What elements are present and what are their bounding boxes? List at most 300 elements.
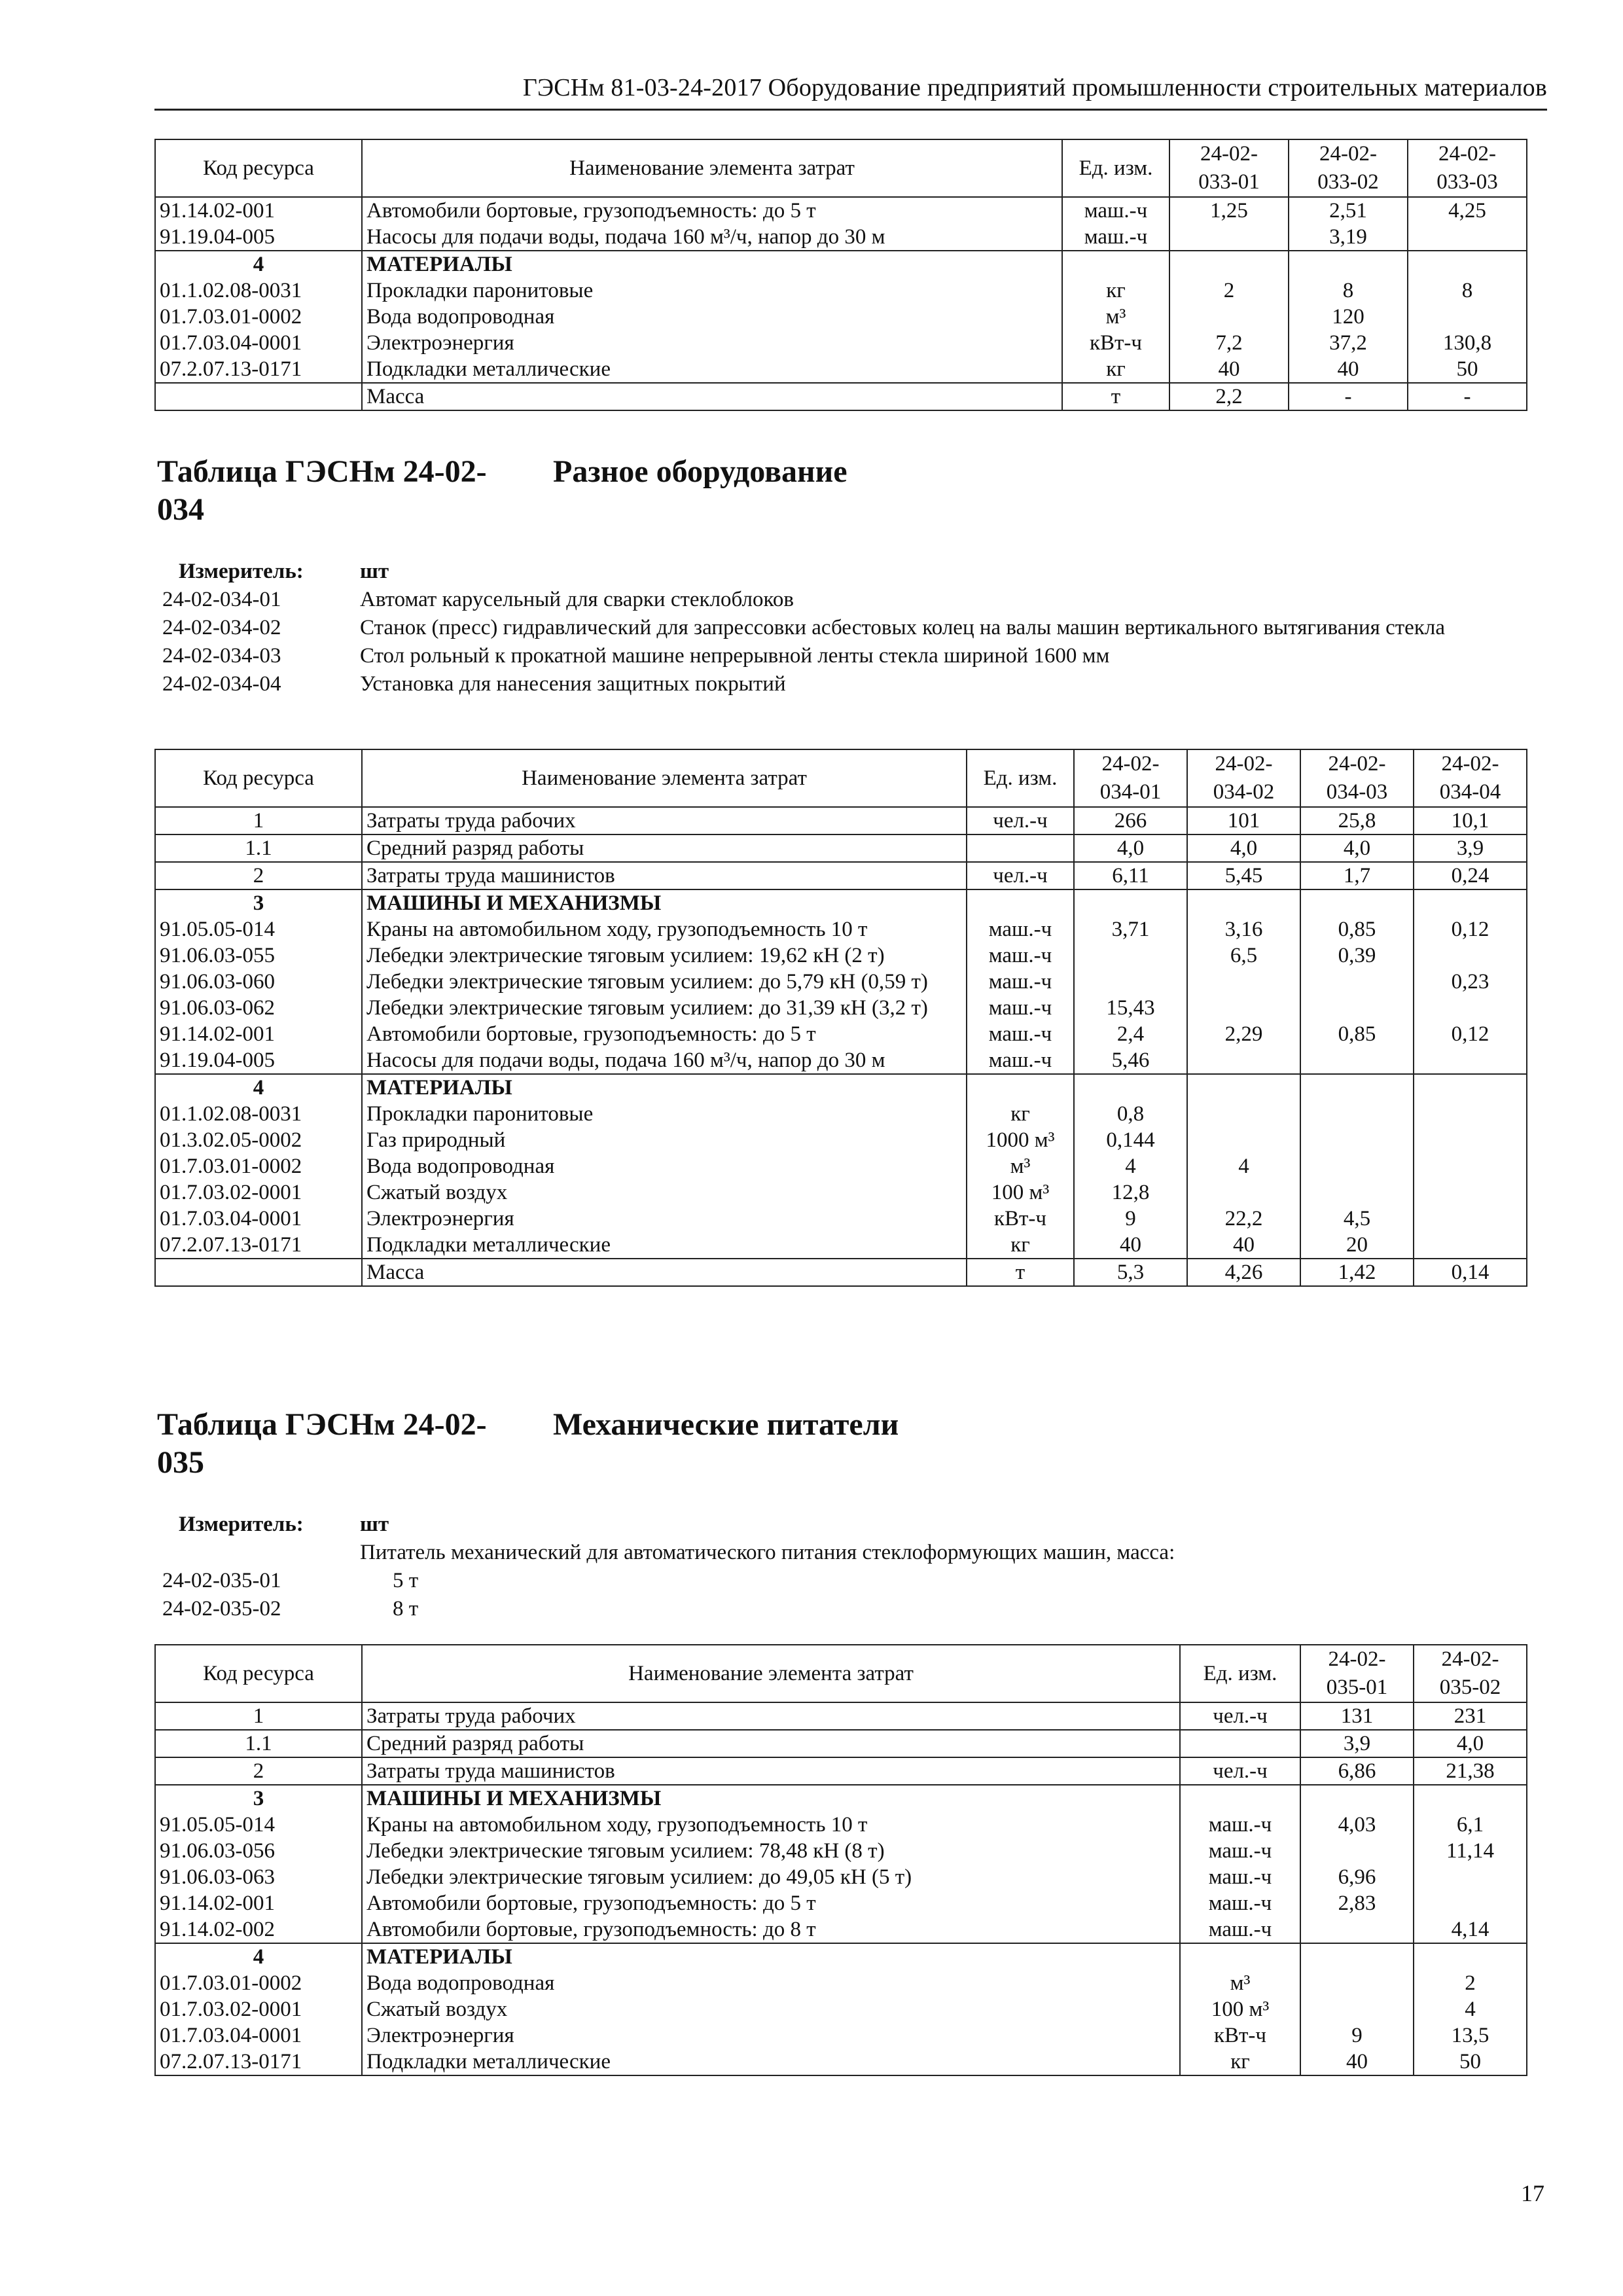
table-row <box>155 862 1527 889</box>
unit-cell <box>1180 1943 1300 1970</box>
table-row <box>155 1996 1527 2022</box>
cost-element-name-cell: Масса <box>362 383 1062 410</box>
column-header-code: Код ресурса <box>155 139 362 197</box>
norm-value-cell <box>1074 889 1187 916</box>
unit-cell: кг <box>1062 278 1169 304</box>
norm-value-cell <box>1414 1047 1527 1074</box>
meter-unit: шт <box>360 560 389 583</box>
table-row <box>155 889 1527 916</box>
cost-element-name-cell: Электроэнергия <box>362 330 1062 356</box>
norm-value-cell: 2,83 <box>1300 1890 1414 1916</box>
resource-code-cell <box>155 383 362 410</box>
norm-value-cell: 4,14 <box>1414 1916 1527 1943</box>
norm-value-cell: 4,0 <box>1187 834 1300 862</box>
table-row <box>155 1127 1527 1153</box>
unit-cell <box>1180 1785 1300 1812</box>
norm-value-cell: 2 <box>1169 278 1289 304</box>
column-header-norm: 24-02- 033-01 <box>1169 139 1289 197</box>
norm-value-cell: 4,03 <box>1300 1812 1414 1838</box>
norm-value-cell: 15,43 <box>1074 995 1187 1021</box>
norm-value-cell: 2,51 <box>1289 197 1408 224</box>
table-row <box>155 1864 1527 1890</box>
norm-value-cell: 4,0 <box>1414 1730 1527 1757</box>
cost-element-name-cell: Насосы для подачи воды, подача 160 м³/ч, напор до 30 м <box>362 1047 967 1074</box>
norm-value-cell: 37,2 <box>1289 330 1408 356</box>
norm-item <box>162 642 1623 670</box>
norm-value-cell <box>1414 1127 1527 1153</box>
table-header-row <box>155 1645 1527 1702</box>
cost-element-name-cell: Сжатый воздух <box>362 1996 1180 2022</box>
column-header-norm: 24-02- 033-02 <box>1289 139 1408 197</box>
table-row <box>155 942 1527 969</box>
resource-code-cell: 01.7.03.04-0001 <box>155 330 362 356</box>
table-row <box>155 224 1527 251</box>
cost-element-name-cell: Лебедки электрические тяговым усилием: 19,62 кН (2 т) <box>362 942 967 969</box>
cost-table-033-continued <box>154 139 1527 411</box>
resource-code-cell: 01.3.02.05-0002 <box>155 1127 362 1153</box>
norm-value-cell <box>1300 1101 1414 1127</box>
resource-code-cell: 01.7.03.02-0001 <box>155 1996 362 2022</box>
resource-code-cell: 01.7.03.01-0002 <box>155 1970 362 1996</box>
norm-value-cell: 0,12 <box>1414 1021 1527 1047</box>
resource-code-cell: 91.06.03-062 <box>155 995 362 1021</box>
norm-value-cell <box>1414 889 1527 916</box>
norm-description: Автомат карусельный для сварки стеклоблоков <box>360 588 794 611</box>
resource-code-cell: 3 <box>155 889 362 916</box>
table-row <box>155 1101 1527 1127</box>
norm-value-cell: 6,1 <box>1414 1812 1527 1838</box>
norm-value-cell: 4,25 <box>1408 197 1527 224</box>
resource-code-cell: 01.1.02.08-0031 <box>155 278 362 304</box>
table-row <box>155 1730 1527 1757</box>
cost-element-name-cell: МАШИНЫ И МЕХАНИЗМЫ <box>362 1785 1180 1812</box>
norm-value-cell: 40 <box>1169 356 1289 383</box>
cost-element-name-cell: Сжатый воздух <box>362 1179 967 1206</box>
table-row <box>155 834 1527 862</box>
unit-cell <box>967 834 1074 862</box>
norm-value-cell: 40 <box>1074 1232 1187 1259</box>
norm-value-cell: 101 <box>1187 807 1300 834</box>
resource-code-cell: 01.1.02.08-0031 <box>155 1101 362 1127</box>
resource-code-cell: 4 <box>155 1074 362 1101</box>
cost-element-name-cell: МАТЕРИАЛЫ <box>362 1943 1180 1970</box>
cost-element-name-cell: Электроэнергия <box>362 1206 967 1232</box>
cost-element-name-cell: Средний разряд работы <box>362 834 967 862</box>
norm-value-cell: 4 <box>1414 1996 1527 2022</box>
unit-cell: маш.-ч <box>967 916 1074 942</box>
norm-value-cell <box>1408 224 1527 251</box>
cost-element-name-cell: Лебедки электрические тяговым усилием: до 31,39 кН (3,2 т) <box>362 995 967 1021</box>
norm-value-cell: 6,86 <box>1300 1757 1414 1785</box>
column-header-norm: 24-02- 034-02 <box>1187 749 1300 807</box>
norm-value-cell: 9 <box>1074 1206 1187 1232</box>
norm-value-cell <box>1169 304 1289 330</box>
norm-value-cell <box>1169 224 1289 251</box>
unit-cell: маш.-ч <box>1062 224 1169 251</box>
cost-element-name-cell: Краны на автомобильном ходу, грузоподъемность 10 т <box>362 916 967 942</box>
norm-value-cell: 1,25 <box>1169 197 1289 224</box>
table-row <box>155 356 1527 383</box>
table-row <box>155 1206 1527 1232</box>
table-row <box>155 1757 1527 1785</box>
norm-value-cell <box>1169 251 1289 278</box>
norm-value-cell: 5,45 <box>1187 862 1300 889</box>
column-header-unit: Ед. изм. <box>1180 1645 1300 1702</box>
resource-code-cell: 1.1 <box>155 1730 362 1757</box>
norm-value-cell: 50 <box>1414 2049 1527 2075</box>
column-header-code: Код ресурса <box>155 749 362 807</box>
column-header-name: Наименование элемента затрат <box>362 1645 1180 1702</box>
cost-element-name-cell: Вода водопроводная <box>362 1153 967 1179</box>
table-row <box>155 1074 1527 1101</box>
norm-value-cell: 6,5 <box>1187 942 1300 969</box>
column-header-name: Наименование элемента затрат <box>362 139 1062 197</box>
norm-value-cell: 2 <box>1414 1970 1527 1996</box>
cost-table-035 <box>154 1644 1527 2076</box>
norm-value-cell <box>1414 1153 1527 1179</box>
resource-code-cell: 01.7.03.01-0002 <box>155 304 362 330</box>
running-header-title: ГЭСНм 81-03-24-2017 Оборудование предприятий промышленности строительных материалов <box>522 74 1547 101</box>
table-row <box>155 197 1527 224</box>
column-header-code: Код ресурса <box>155 1645 362 1702</box>
norm-value-cell: 5,3 <box>1074 1259 1187 1286</box>
cost-element-name-cell: Автомобили бортовые, грузоподъемность: до 5 т <box>362 1890 1180 1916</box>
column-header-norm: 24-02- 033-03 <box>1408 139 1527 197</box>
cost-element-name-cell: Вода водопроводная <box>362 1970 1180 1996</box>
cost-element-name-cell: МАТЕРИАЛЫ <box>362 251 1062 278</box>
norm-value-cell: 20 <box>1300 1232 1414 1259</box>
norm-code: 24-02-034-02 <box>162 616 281 639</box>
table-title: Разное оборудование <box>553 454 847 489</box>
norm-value-cell: 13,5 <box>1414 2022 1527 2049</box>
table-header-row <box>155 749 1527 807</box>
table-row <box>155 1916 1527 1943</box>
norm-value-cell: 25,8 <box>1300 807 1414 834</box>
norm-value-cell <box>1414 1232 1527 1259</box>
resource-code-cell: 91.06.03-060 <box>155 969 362 995</box>
norm-value-cell: 40 <box>1289 356 1408 383</box>
norm-value-cell <box>1414 1206 1527 1232</box>
norm-value-cell <box>1414 1179 1527 1206</box>
norm-value-cell: 2,2 <box>1169 383 1289 410</box>
norm-description: Станок (пресс) гидравлический для запрессовки асбестовых колец на валы машин вертикального вытягивания стекла <box>360 616 1445 639</box>
table-row <box>155 1232 1527 1259</box>
table-row <box>155 995 1527 1021</box>
norm-value-cell <box>1300 1785 1414 1812</box>
unit-cell: маш.-ч <box>967 942 1074 969</box>
unit-cell: т <box>1062 383 1169 410</box>
table-row <box>155 1153 1527 1179</box>
resource-code-cell: 01.7.03.04-0001 <box>155 2022 362 2049</box>
norm-value-cell <box>1414 995 1527 1021</box>
norm-value-cell: 22,2 <box>1187 1206 1300 1232</box>
norm-value-cell <box>1300 1970 1414 1996</box>
norm-value-cell: 0,24 <box>1414 862 1527 889</box>
norm-value-cell <box>1187 889 1300 916</box>
norm-value-cell: 6,11 <box>1074 862 1187 889</box>
norm-value-cell <box>1300 1047 1414 1074</box>
norm-value-cell: 0,8 <box>1074 1101 1187 1127</box>
norm-value-cell: 4,0 <box>1074 834 1187 862</box>
resource-code-cell: 91.19.04-005 <box>155 1047 362 1074</box>
norm-description: 8 т <box>393 1597 419 1621</box>
norm-value-cell: 21,38 <box>1414 1757 1527 1785</box>
table-title: Механические питатели <box>553 1407 899 1442</box>
column-header-norm: 24-02- 034-04 <box>1414 749 1527 807</box>
cost-element-name-cell: Прокладки паронитовые <box>362 1101 967 1127</box>
resource-code-cell: 91.14.02-002 <box>155 1916 362 1943</box>
table-row <box>155 330 1527 356</box>
resource-code-cell: 07.2.07.13-0171 <box>155 2049 362 2075</box>
norm-value-cell <box>1414 1101 1527 1127</box>
norm-value-cell <box>1414 942 1527 969</box>
cost-element-name-cell: Затраты труда рабочих <box>362 807 967 834</box>
resource-code-cell: 91.19.04-005 <box>155 224 362 251</box>
table-row <box>155 1702 1527 1730</box>
norm-item <box>162 586 1623 614</box>
cost-element-name-cell: Подкладки металлические <box>362 2049 1180 2075</box>
unit-cell: маш.-ч <box>967 995 1074 1021</box>
norm-item <box>162 614 1623 642</box>
norm-value-cell: 10,1 <box>1414 807 1527 834</box>
resource-code-cell: 1.1 <box>155 834 362 862</box>
resource-code-cell: 91.14.02-001 <box>155 197 362 224</box>
cost-element-name-cell: Масса <box>362 1259 967 1286</box>
cost-element-name-cell: Краны на автомобильном ходу, грузоподъемность 10 т <box>362 1812 1180 1838</box>
column-header-norm: 24-02- 034-01 <box>1074 749 1187 807</box>
resource-code-cell: 4 <box>155 251 362 278</box>
table-row <box>155 1838 1527 1864</box>
norm-value-cell: - <box>1289 383 1408 410</box>
norm-value-cell: 130,8 <box>1408 330 1527 356</box>
norm-value-cell <box>1289 251 1408 278</box>
norm-value-cell: 4 <box>1187 1153 1300 1179</box>
norm-item <box>162 1595 1623 1623</box>
norm-value-cell <box>1300 1838 1414 1864</box>
norm-value-cell: 11,14 <box>1414 1838 1527 1864</box>
unit-cell: маш.-ч <box>1180 1812 1300 1838</box>
norm-value-cell: 131 <box>1300 1702 1414 1730</box>
unit-cell: 100 м³ <box>1180 1996 1300 2022</box>
column-header-unit: Ед. изм. <box>1062 139 1169 197</box>
norm-value-cell <box>1408 251 1527 278</box>
table-row <box>155 1785 1527 1812</box>
unit-cell: чел.-ч <box>967 807 1074 834</box>
table-row <box>155 278 1527 304</box>
unit-cell: маш.-ч <box>967 969 1074 995</box>
cost-element-name-cell: Автомобили бортовые, грузоподъемность: до 5 т <box>362 197 1062 224</box>
cost-element-name-cell: МАТЕРИАЛЫ <box>362 1074 967 1101</box>
norm-value-cell: 4,0 <box>1300 834 1414 862</box>
norm-code: 24-02-034-01 <box>162 588 281 611</box>
norm-value-cell <box>1187 995 1300 1021</box>
table-row <box>155 969 1527 995</box>
norm-value-cell <box>1187 1047 1300 1074</box>
norm-code: 24-02-035-01 <box>162 1569 281 1592</box>
unit-cell: маш.-ч <box>967 1021 1074 1047</box>
norm-value-cell <box>1074 942 1187 969</box>
norm-value-cell: 1,42 <box>1300 1259 1414 1286</box>
norm-value-cell <box>1074 1074 1187 1101</box>
column-header-norm: 24-02- 034-03 <box>1300 749 1414 807</box>
norm-value-cell: 4,5 <box>1300 1206 1414 1232</box>
unit-cell: маш.-ч <box>967 1047 1074 1074</box>
norm-item <box>162 1567 1623 1595</box>
cost-element-name-cell: Затраты труда машинистов <box>362 1757 1180 1785</box>
norm-value-cell: 0,12 <box>1414 916 1527 942</box>
unit-cell: м³ <box>1062 304 1169 330</box>
cost-element-name-cell: Подкладки металлические <box>362 1232 967 1259</box>
unit-cell: м³ <box>1180 1970 1300 1996</box>
table-row <box>155 304 1527 330</box>
table-number: Таблица ГЭСНм 24-02-034 <box>157 454 487 527</box>
unit-cell: м³ <box>967 1153 1074 1179</box>
meter-block-035 <box>162 1511 1623 1623</box>
norm-value-cell: 40 <box>1300 2049 1414 2075</box>
norm-value-cell: 231 <box>1414 1702 1527 1730</box>
norm-description: Стол рольный к прокатной машине непрерывной ленты стекла шириной 1600 мм <box>360 644 1110 668</box>
cost-element-name-cell: Лебедки электрические тяговым усилием: до 5,79 кН (0,59 т) <box>362 969 967 995</box>
resource-code-cell: 91.05.05-014 <box>155 1812 362 1838</box>
norm-value-cell <box>1300 1943 1414 1970</box>
unit-cell <box>967 1074 1074 1101</box>
table-row <box>155 807 1527 834</box>
norm-value-cell <box>1074 969 1187 995</box>
norm-value-cell <box>1414 1864 1527 1890</box>
cost-element-name-cell: МАШИНЫ И МЕХАНИЗМЫ <box>362 889 967 916</box>
unit-cell: маш.-ч <box>1180 1838 1300 1864</box>
norm-value-cell <box>1300 1996 1414 2022</box>
resource-code-cell: 91.06.03-056 <box>155 1838 362 1864</box>
norm-value-cell: 2,4 <box>1074 1021 1187 1047</box>
resource-code-cell: 3 <box>155 1785 362 1812</box>
unit-cell: 1000 м³ <box>967 1127 1074 1153</box>
table-row <box>155 1890 1527 1916</box>
unit-cell <box>967 889 1074 916</box>
unit-cell: чел.-ч <box>1180 1757 1300 1785</box>
meter-label: Измеритель: <box>179 1513 304 1536</box>
cost-element-name-cell: Автомобили бортовые, грузоподъемность: до 8 т <box>362 1916 1180 1943</box>
norm-value-cell: 4,26 <box>1187 1259 1300 1286</box>
norm-value-cell <box>1187 1074 1300 1101</box>
norm-value-cell: 0,23 <box>1414 969 1527 995</box>
unit-cell: кг <box>967 1101 1074 1127</box>
unit-cell: маш.-ч <box>1062 197 1169 224</box>
norm-value-cell <box>1408 304 1527 330</box>
unit-cell: кВт-ч <box>1062 330 1169 356</box>
cost-element-name-cell: Затраты труда рабочих <box>362 1702 1180 1730</box>
norm-value-cell <box>1187 1127 1300 1153</box>
norm-value-cell <box>1187 969 1300 995</box>
table-row <box>155 2049 1527 2075</box>
cost-element-name-cell: Прокладки паронитовые <box>362 278 1062 304</box>
header-rule <box>154 109 1547 111</box>
norm-code: 24-02-034-03 <box>162 644 281 668</box>
norm-value-cell: 3,71 <box>1074 916 1187 942</box>
norm-value-cell <box>1300 1127 1414 1153</box>
norm-intro <box>162 1539 1623 1567</box>
resource-code-cell: 1 <box>155 807 362 834</box>
norm-value-cell <box>1414 1074 1527 1101</box>
unit-cell: кг <box>1062 356 1169 383</box>
unit-cell: кВт-ч <box>1180 2022 1300 2049</box>
unit-cell: чел.-ч <box>967 862 1074 889</box>
norm-value-cell: 0,14 <box>1414 1259 1527 1286</box>
norm-value-cell <box>1300 1916 1414 1943</box>
unit-cell: маш.-ч <box>1180 1890 1300 1916</box>
meter-row <box>162 1511 1623 1539</box>
norm-value-cell: 120 <box>1289 304 1408 330</box>
cost-element-name-cell: Средний разряд работы <box>362 1730 1180 1757</box>
norm-value-cell: 8 <box>1289 278 1408 304</box>
cost-table-034 <box>154 749 1527 1287</box>
cost-element-name-cell: Затраты труда машинистов <box>362 862 967 889</box>
resource-code-cell: 2 <box>155 862 362 889</box>
norm-value-cell: 12,8 <box>1074 1179 1187 1206</box>
norm-value-cell: 3,19 <box>1289 224 1408 251</box>
norm-value-cell <box>1414 1943 1527 1970</box>
cost-element-name-cell: Подкладки металлические <box>362 356 1062 383</box>
norm-value-cell: 4 <box>1074 1153 1187 1179</box>
norm-description: 5 т <box>393 1569 419 1592</box>
cost-element-name-cell: Автомобили бортовые, грузоподъемность: до 5 т <box>362 1021 967 1047</box>
norm-value-cell: 40 <box>1187 1232 1300 1259</box>
cost-element-name-cell: Насосы для подачи воды, подача 160 м³/ч, напор до 30 м <box>362 224 1062 251</box>
unit-cell <box>1062 251 1169 278</box>
norm-item <box>162 670 1623 698</box>
table-header-row <box>155 139 1527 197</box>
norm-description: Установка для нанесения защитных покрытий <box>360 672 786 696</box>
meter-unit: шт <box>360 1513 389 1536</box>
unit-cell: маш.-ч <box>1180 1864 1300 1890</box>
table-row <box>155 1970 1527 1996</box>
norm-value-cell: 2,29 <box>1187 1021 1300 1047</box>
resource-code-cell: 07.2.07.13-0171 <box>155 356 362 383</box>
norm-value-cell: 3,16 <box>1187 916 1300 942</box>
norm-value-cell <box>1300 1179 1414 1206</box>
resource-code-cell: 91.14.02-001 <box>155 1890 362 1916</box>
column-header-name: Наименование элемента затрат <box>362 749 967 807</box>
meter-row <box>162 558 1623 586</box>
norm-value-cell: 266 <box>1074 807 1187 834</box>
norm-value-cell <box>1414 1785 1527 1812</box>
norm-value-cell: 6,96 <box>1300 1864 1414 1890</box>
resource-code-cell: 4 <box>155 1943 362 1970</box>
norm-value-cell <box>1414 1890 1527 1916</box>
resource-code-cell: 01.7.03.04-0001 <box>155 1206 362 1232</box>
norm-value-cell: 8 <box>1408 278 1527 304</box>
table-row <box>155 1812 1527 1838</box>
resource-code-cell <box>155 1259 362 1286</box>
norm-value-cell: 0,85 <box>1300 1021 1414 1047</box>
table-row <box>155 1943 1527 1970</box>
resource-code-cell: 91.14.02-001 <box>155 1021 362 1047</box>
norm-value-cell <box>1300 889 1414 916</box>
page-number: 17 <box>1521 2180 1544 2206</box>
norm-value-cell <box>1300 969 1414 995</box>
norm-value-cell <box>1187 1179 1300 1206</box>
unit-cell: кВт-ч <box>967 1206 1074 1232</box>
norm-value-cell: 0,85 <box>1300 916 1414 942</box>
table-row <box>155 1021 1527 1047</box>
resource-code-cell: 91.05.05-014 <box>155 916 362 942</box>
norm-code: 24-02-035-02 <box>162 1597 281 1621</box>
resource-code-cell: 01.7.03.02-0001 <box>155 1179 362 1206</box>
unit-cell: 100 м³ <box>967 1179 1074 1206</box>
unit-cell: т <box>967 1259 1074 1286</box>
cost-element-name-cell: Газ природный <box>362 1127 967 1153</box>
cost-element-name-cell: Электроэнергия <box>362 2022 1180 2049</box>
